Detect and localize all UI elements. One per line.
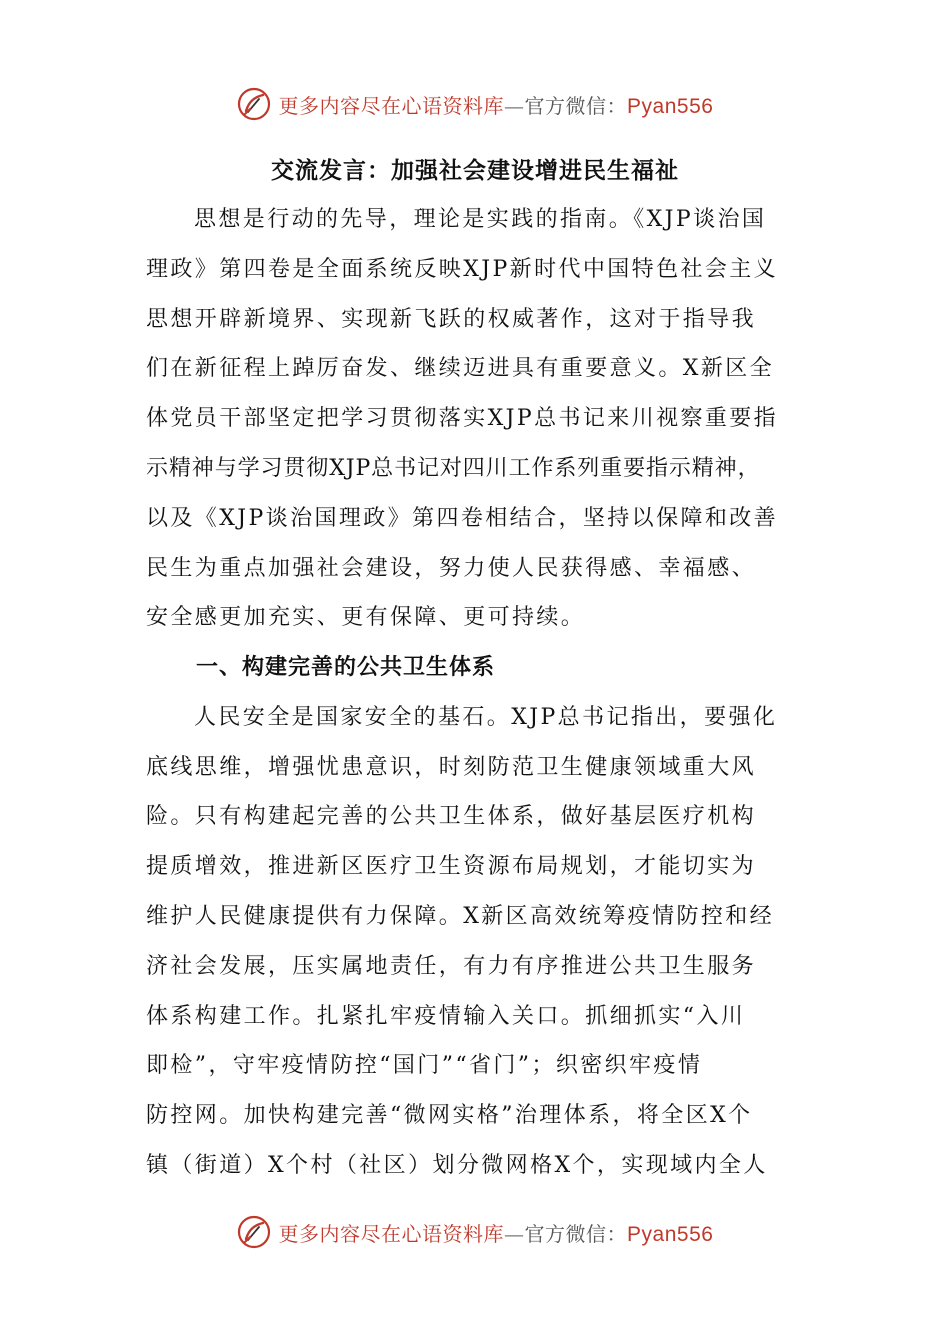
text-line: 人民安全是国家安全的基石。XJP总书记指出，要强化 bbox=[194, 704, 778, 730]
text-line: 维护人民健康提供有力保障。X新区高效统筹疫情防控和经 bbox=[146, 903, 775, 929]
text-line: 安全感更加充实、更有保障、更可持续。 bbox=[146, 605, 586, 631]
text-line: 底线思维，增强忧患意识，时刻防范卫生健康领域重大风 bbox=[146, 754, 757, 780]
section-1 bbox=[146, 643, 826, 1191]
text-line: 思想开辟新境界、实现新飞跃的权威著作，这对于指导我 bbox=[146, 306, 757, 332]
text-line: 险。只有构建起完善的公共卫生体系，做好基层医疗机构 bbox=[146, 804, 757, 830]
watermark-text: 更多内容尽在心语资料库—官方微信：Pyan556 bbox=[278, 93, 714, 118]
text-line: 体系构建工作。扎紧扎牢疫情输入关口。抓细抓实“入川 bbox=[146, 1003, 746, 1029]
text-line: 济社会发展，压实属地责任，有力有序推进公共卫生服务 bbox=[146, 953, 757, 979]
watermark-footer bbox=[0, 1212, 950, 1252]
text-line: 镇（街道）X个村（社区）划分微网格X个，实现域内全人 bbox=[146, 1152, 768, 1178]
text-line: 们在新征程上踔厉奋发、继续迈进具有重要意义。X新区全 bbox=[146, 356, 775, 382]
section-heading: 一、构建完善的公共卫生体系 bbox=[196, 655, 496, 680]
text-line: 示精神与学习贯彻XJP总书记对四川工作系列重要指示精神， bbox=[146, 455, 761, 481]
text-line: 理政》第四卷是全面系统反映XJP新时代中国特色社会主义 bbox=[146, 256, 779, 282]
watermark-text: 更多内容尽在心语资料库—官方微信：Pyan556 bbox=[278, 1221, 714, 1246]
text-line: 以及《XJP谈治国理政》第四卷相结合，坚持以保障和改善 bbox=[146, 505, 779, 531]
text-line: 提质增效，推进新区医疗卫生资源布局规划，才能切实为 bbox=[146, 854, 757, 880]
text-line: 防控网。加快构建完善“微网实格”治理体系，将全区X个 bbox=[146, 1103, 753, 1129]
pen-logo-icon bbox=[237, 1215, 271, 1249]
text-line: 思想是行动的先导，理论是实践的指南。《XJP谈治国 bbox=[194, 207, 767, 232]
watermark-header bbox=[0, 84, 950, 124]
text-line: 体党员干部坚定把学习贯彻落实XJP总书记来川视察重要指 bbox=[146, 406, 779, 432]
text-line: 即检”，守牢疫情防控“国门”“省门”；织密织牢疫情 bbox=[146, 1053, 703, 1079]
document-title: 交流发言：加强社会建设增进民生福祉 bbox=[271, 158, 679, 184]
text-line: 民生为重点加强社会建设，努力使人民获得感、幸福感、 bbox=[146, 555, 757, 581]
intro-paragraph bbox=[146, 195, 826, 643]
pen-logo-icon bbox=[237, 87, 271, 121]
